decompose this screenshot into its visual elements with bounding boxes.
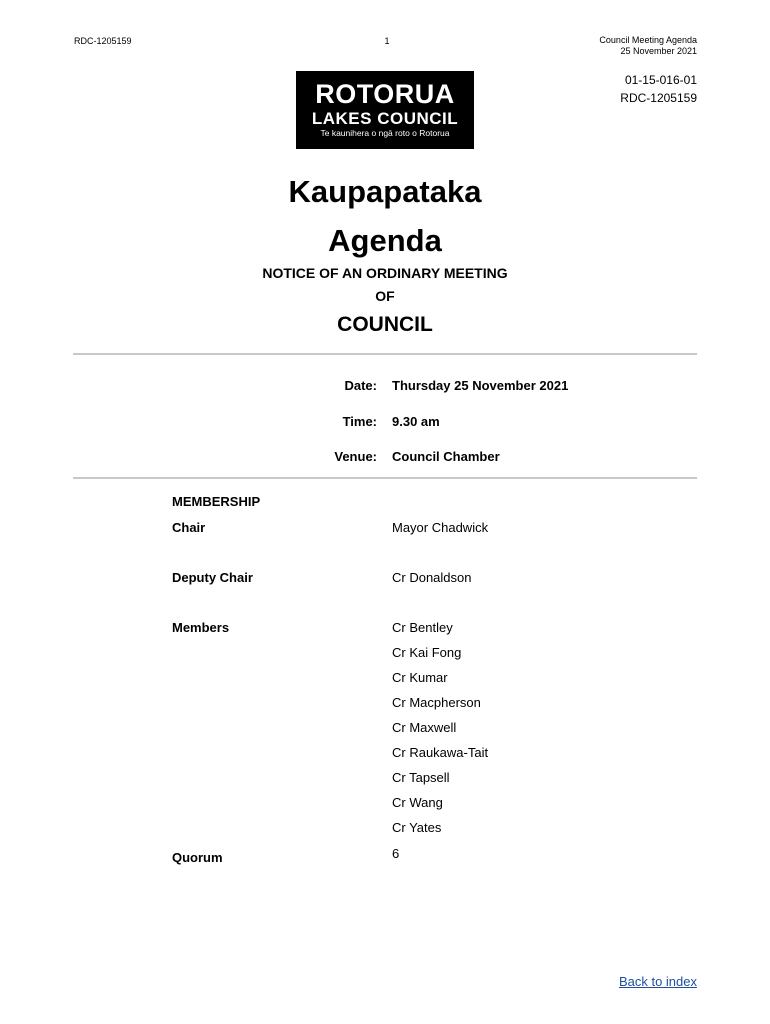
header-meeting-info [599,35,697,57]
divider [73,353,697,355]
time-label: Time: [342,414,377,429]
date-label: Date: [344,378,377,393]
members-label: Members [172,620,230,635]
council-logo [296,71,474,149]
notice-of: OF [375,288,395,304]
members-list [392,619,488,844]
logo-line-rotorua: ROTORUA [315,79,455,109]
logo-line-maori: Te kaunihera o ngā roto o Rotorua [320,128,450,138]
header-page-number: 1 [384,36,390,46]
file-number: 01-15-016-01 [624,73,697,87]
deputy-chair-label: Deputy Chair [172,570,253,585]
quorum-label: Quorum [172,850,223,865]
back-to-index-link[interactable]: Back to index [618,974,697,989]
list-item: Cr Bentley [392,620,453,635]
quorum-value: 6 [392,846,400,861]
title-kaupapataka: Kaupapataka [288,174,482,209]
header-meeting-title: Council Meeting Agenda [599,35,697,45]
list-item: Cr Tapsell [392,770,450,785]
chair-value: Mayor Chadwick [392,520,489,535]
rdc-number: RDC-1205159 [620,91,697,105]
list-item: Cr Kumar [392,670,448,685]
header-meeting-date: 25 November 2021 [620,46,697,56]
date-value: Thursday 25 November 2021 [392,378,569,393]
list-item: Cr Raukawa-Tait [392,745,489,760]
venue-label: Venue: [334,449,377,464]
venue-value: Council Chamber [392,449,500,464]
header-doc-id: RDC-1205159 [74,36,132,46]
list-item: Cr Yates [392,820,442,835]
logo-line-lakes-council: LAKES COUNCIL [311,109,459,128]
list-item: Cr Macpherson [392,695,481,710]
title-agenda: Agenda [328,223,442,258]
chair-label: Chair [172,520,206,535]
list-item: Cr Maxwell [392,720,457,735]
notice-line: NOTICE OF AN ORDINARY MEETING [262,265,508,281]
document-reference [620,71,697,107]
time-value: 9.30 am [392,414,440,429]
membership-heading: MEMBERSHIP [172,494,261,509]
meeting-body-name: COUNCIL [337,313,433,336]
list-item: Cr Wang [392,795,443,810]
divider [73,477,697,479]
list-item: Cr Kai Fong [392,645,462,660]
deputy-chair-value: Cr Donaldson [392,570,472,585]
